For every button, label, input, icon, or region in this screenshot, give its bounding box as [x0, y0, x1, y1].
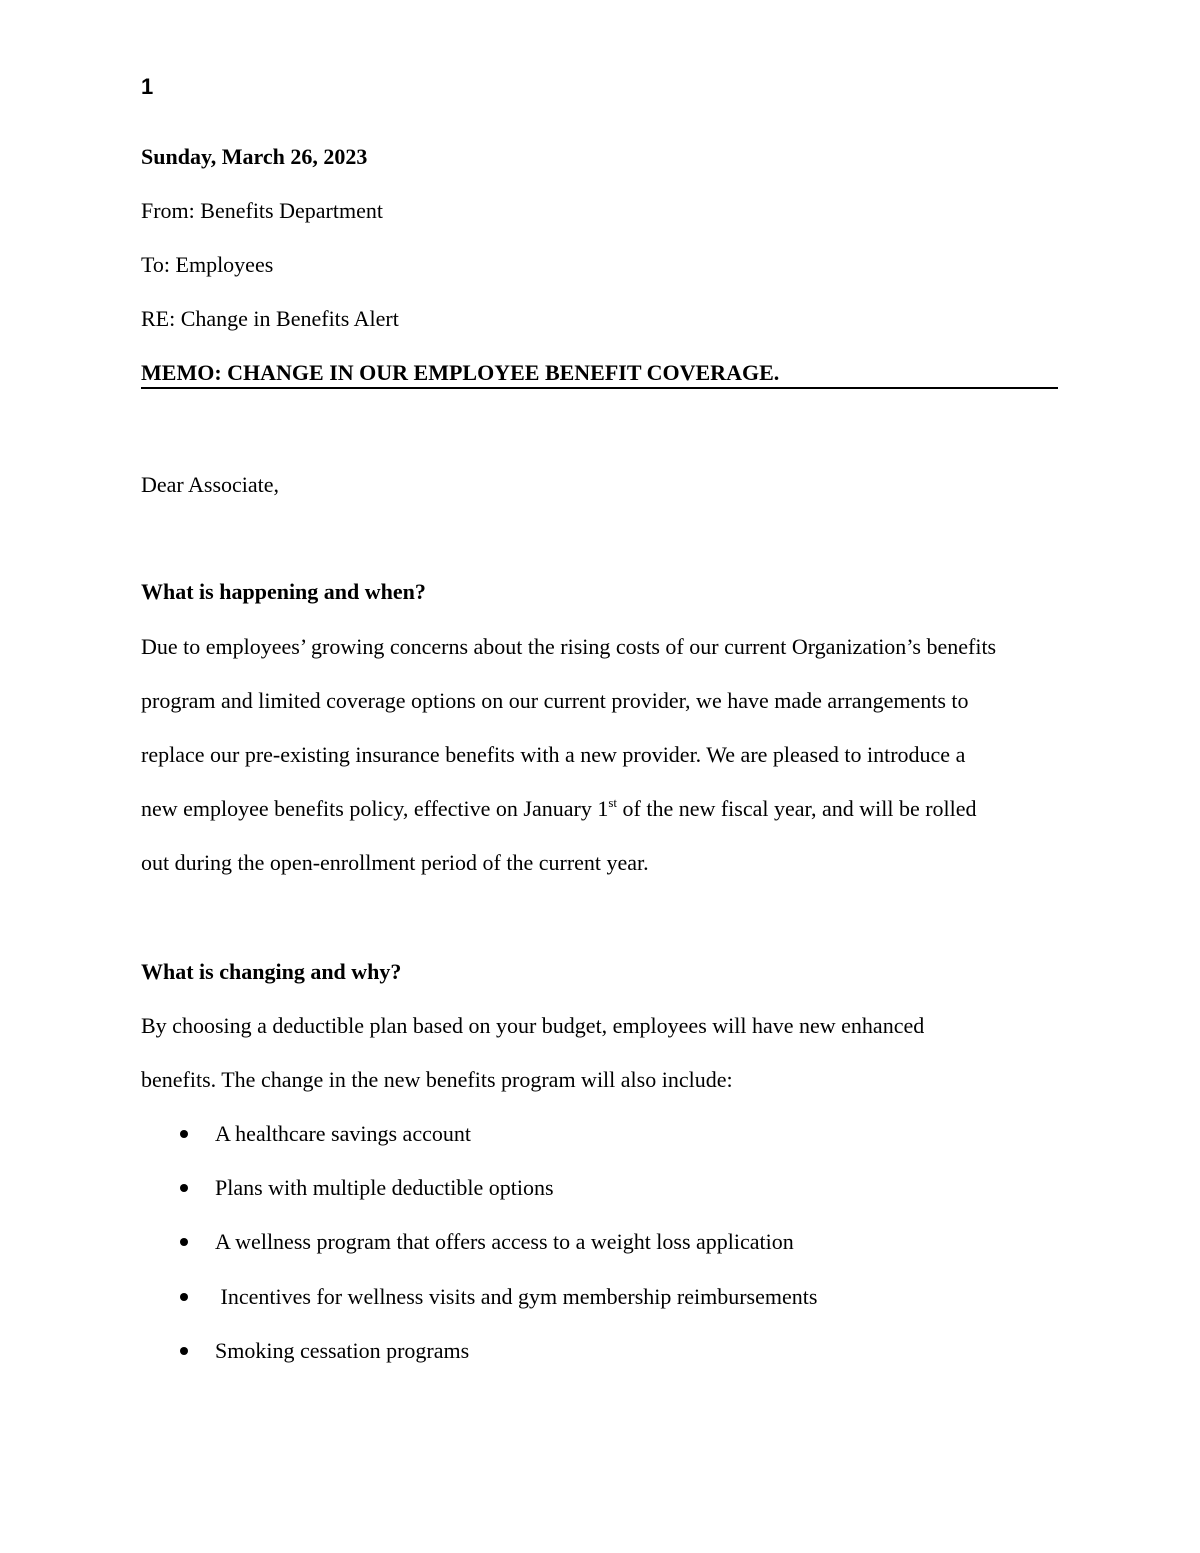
bullet-icon	[180, 1293, 188, 1301]
bullet-icon	[180, 1130, 188, 1138]
list-item-text: A wellness program that offers access to a weight loss application	[215, 1229, 794, 1254]
paragraph-line: By choosing a deductible plan based on your budget, employees will have new enhanced	[141, 1013, 925, 1038]
superscript-ordinal: st	[608, 795, 617, 810]
paragraph-line	[141, 795, 977, 823]
paragraph-line: out during the open-enrollment period of the current year.	[141, 850, 649, 875]
paragraph-line: Due to employees’ growing concerns about the rising costs of our current Organization’s benefits	[141, 634, 997, 659]
memo-title: MEMO: CHANGE IN OUR EMPLOYEE BENEFIT COVERAGE.	[141, 359, 1058, 389]
memo-subject: RE: Change in Benefits Alert	[141, 306, 399, 331]
list-item-text: Incentives for wellness visits and gym membership reimbursements	[215, 1284, 818, 1309]
section-heading-changing: What is changing and why?	[141, 959, 402, 984]
list-item-text: Smoking cessation programs	[215, 1338, 470, 1363]
paragraph-line: program and limited coverage options on our current provider, we have made arrangements to	[141, 688, 969, 713]
paragraph-text: of the new fiscal year, and will be rolled	[617, 796, 977, 821]
bullet-icon	[180, 1184, 188, 1192]
page-number: 1	[141, 74, 154, 99]
memo-to: To: Employees	[141, 252, 274, 277]
section-heading-happening: What is happening and when?	[141, 579, 426, 604]
salutation: Dear Associate,	[141, 472, 280, 497]
paragraph-line: replace our pre-existing insurance benefits with a new provider. We are pleased to introduce a	[141, 742, 966, 767]
paragraph-text: new employee benefits policy, effective on January 1	[141, 796, 609, 821]
paragraph-line: benefits. The change in the new benefits program will also include:	[141, 1067, 733, 1092]
memo-date: Sunday, March 26, 2023	[141, 144, 368, 169]
list-item-text: Plans with multiple deductible options	[215, 1175, 554, 1200]
bullet-icon	[180, 1347, 188, 1355]
memo-from: From: Benefits Department	[141, 198, 383, 223]
list-item-text: A healthcare savings account	[215, 1121, 471, 1146]
bullet-icon	[180, 1238, 188, 1246]
